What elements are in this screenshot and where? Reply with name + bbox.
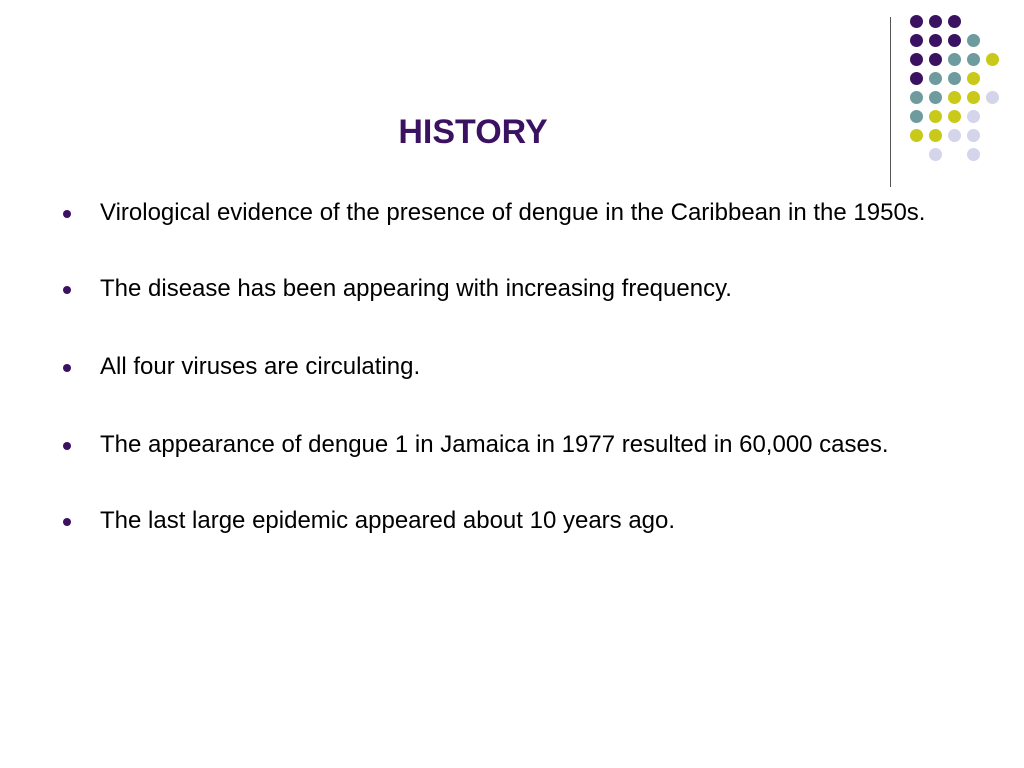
decorative-dot (967, 129, 980, 142)
decorative-dot (910, 53, 923, 66)
decorative-dot (929, 15, 942, 28)
decorative-dot (986, 53, 999, 66)
decorative-dot-grid (910, 15, 1010, 165)
bullet-item (60, 196, 960, 230)
decorative-dot (948, 34, 961, 47)
decorative-dot (910, 110, 923, 123)
decorative-dot (986, 91, 999, 104)
decorative-dot (967, 110, 980, 123)
decorative-dot (910, 129, 923, 142)
bullet-item (60, 272, 960, 306)
decorative-dot (948, 53, 961, 66)
decorative-dot (967, 148, 980, 161)
decorative-dot (910, 91, 923, 104)
decorative-dot (929, 91, 942, 104)
decorative-dot (910, 34, 923, 47)
decorative-dot (929, 148, 942, 161)
decorative-dot (929, 129, 942, 142)
decorative-dot (929, 110, 942, 123)
decorative-dot (948, 72, 961, 85)
decorative-dot (948, 129, 961, 142)
bullet-text: Virological evidence of the presence of dengue in the Caribbean in the 1950s. (100, 199, 926, 226)
bullet-text: All four viruses are circulating. (100, 353, 421, 380)
decorative-dot (929, 53, 942, 66)
decorative-dot (948, 110, 961, 123)
bullet-dot-icon (63, 364, 71, 372)
slide-title: HISTORY (398, 113, 548, 151)
decorative-dot (910, 72, 923, 85)
decorative-dot (967, 72, 980, 85)
decorative-dot (929, 34, 942, 47)
bullet-dot-icon (63, 442, 71, 450)
bullet-dot-icon (63, 518, 71, 526)
bullet-text: The appearance of dengue 1 in Jamaica in 1977 resulted in 60,000 cases. (100, 431, 889, 458)
bullet-item (60, 350, 960, 384)
decorative-dot (967, 53, 980, 66)
bullet-item (60, 504, 960, 538)
decorative-dot (910, 15, 923, 28)
decorative-dot (929, 72, 942, 85)
vertical-divider (890, 17, 891, 187)
decorative-dot (967, 34, 980, 47)
bullet-list (60, 196, 960, 538)
decorative-dot (948, 91, 961, 104)
bullet-item (60, 428, 960, 462)
bullet-dot-icon (63, 286, 71, 294)
bullet-dot-icon (63, 210, 71, 218)
decorative-dot (967, 91, 980, 104)
bullet-text: The disease has been appearing with increasing frequency. (100, 275, 732, 302)
decorative-dot (948, 15, 961, 28)
bullet-text: The last large epidemic appeared about 10 years ago. (100, 507, 676, 534)
